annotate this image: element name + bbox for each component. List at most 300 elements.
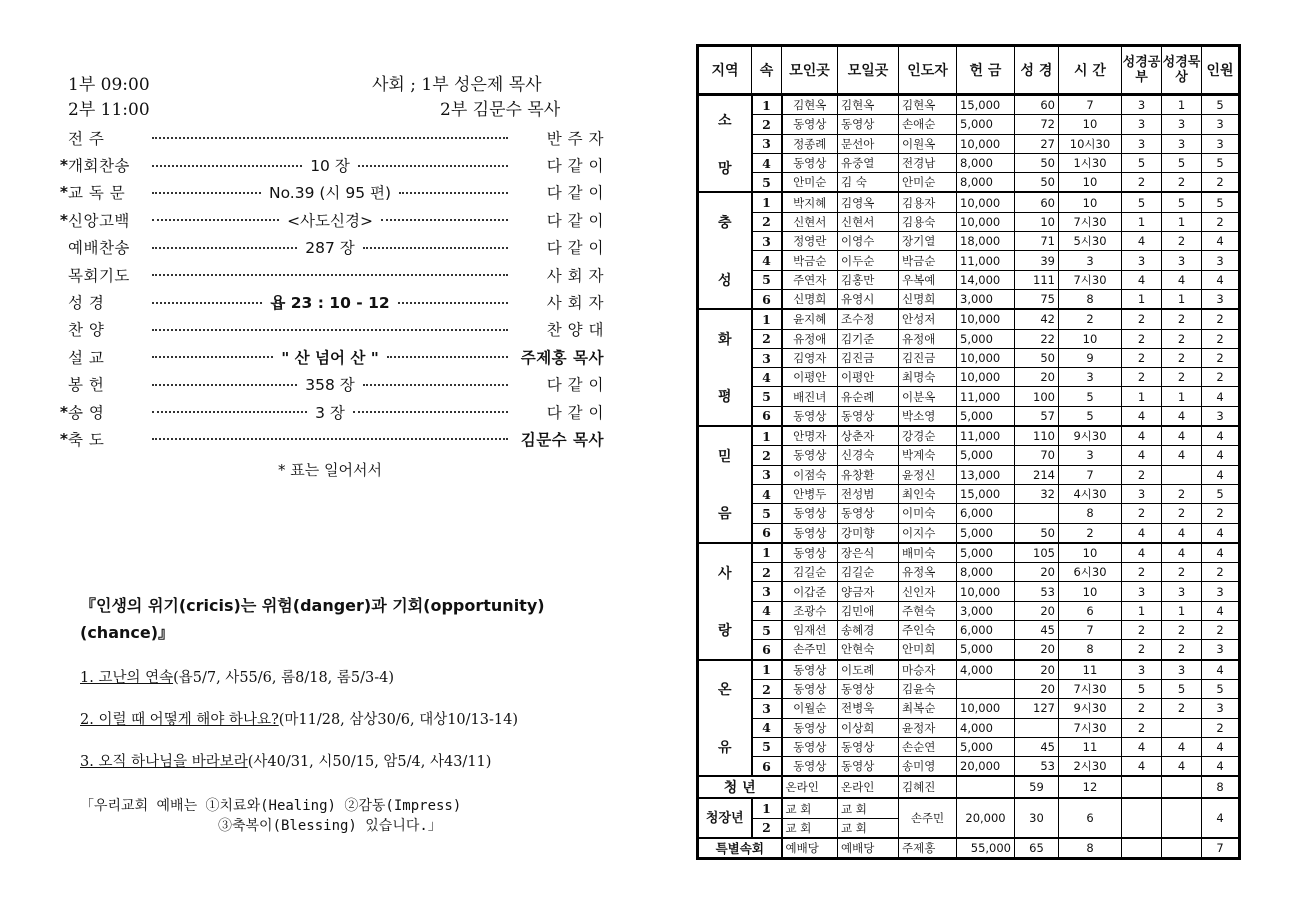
table-cell: 57 [1015, 406, 1059, 426]
table-cell: 10,000 [957, 368, 1015, 387]
order-title: 목회기도 [68, 266, 130, 285]
table-cell: 2 [1202, 563, 1240, 582]
table-row [698, 95, 1240, 115]
table-cell: 김길순 [838, 563, 899, 582]
table-cell: 8 [1202, 776, 1240, 798]
table-cell: 3 [1162, 134, 1202, 153]
table-cell: 5 [1122, 679, 1162, 698]
table-cell: 2 [1162, 504, 1202, 523]
table-cell: 김영자 [782, 348, 838, 367]
table-cell: 8,000 [957, 153, 1015, 172]
sok-number: 2 [752, 212, 782, 231]
table-cell: 동영상 [782, 543, 838, 563]
table-cell: 2 [1122, 348, 1162, 367]
region-char: 유 [717, 739, 732, 756]
table-cell: 3 [1122, 115, 1162, 134]
table-cell: 20 [1015, 563, 1059, 582]
dot-leader [363, 246, 508, 249]
column-header: 인원 [1202, 46, 1240, 95]
table-cell: 3 [1202, 582, 1240, 601]
table-cell: 6,000 [957, 621, 1015, 640]
table-cell: 동영상 [838, 115, 899, 134]
table-cell: 2 [1162, 484, 1202, 503]
order-leader-line [148, 291, 512, 313]
table-cell: 김용숙 [899, 212, 957, 231]
table-cell: 3 [1122, 251, 1162, 270]
table-cell: 1 [1162, 289, 1202, 309]
order-performer: 다 같 이 [546, 239, 604, 258]
table-cell: 동영상 [782, 523, 838, 543]
table-cell: 3 [1059, 446, 1122, 465]
table-cell: 송미영 [899, 757, 957, 777]
table-cell: 이갑준 [782, 582, 838, 601]
table-cell: 14,000 [957, 270, 1015, 289]
table-cell: 4 [1202, 757, 1240, 777]
sok-number: 3 [752, 699, 782, 718]
table-cell: 주인숙 [899, 621, 957, 640]
table-cell: 유중열 [838, 153, 899, 172]
order-content: 287 장 [305, 239, 355, 258]
dot-leader [152, 246, 297, 249]
table-cell: 교 회 [782, 798, 838, 818]
sok-number: 5 [752, 737, 782, 756]
table-cell: 6 [1059, 601, 1122, 620]
table-cell: 30 [1015, 798, 1059, 838]
table-row [698, 173, 1240, 193]
sok-number: 4 [752, 251, 782, 270]
table-cell: 안미희 [899, 640, 957, 660]
table-cell: 윤정신 [899, 465, 957, 484]
table-cell: 4 [1202, 270, 1240, 289]
sok-number: 1 [752, 309, 782, 329]
region-cell [698, 192, 752, 309]
point-refs: (욥5/7, 사55/6, 롬8/18, 롬5/3-4) [173, 670, 395, 686]
table-cell: 4 [1202, 446, 1240, 465]
table-cell: 신인자 [899, 582, 957, 601]
table-cell: 4 [1162, 446, 1202, 465]
sok-number: 5 [752, 504, 782, 523]
column-header: 모인곳 [782, 46, 838, 95]
table-row [698, 406, 1240, 426]
table-cell: 27 [1015, 134, 1059, 153]
table-cell: 2 [1122, 504, 1162, 523]
table-cell: 4 [1202, 465, 1240, 484]
table-cell: 110 [1015, 426, 1059, 446]
table-cell: 2 [1202, 309, 1240, 329]
order-performer: 사 회 자 [546, 266, 604, 285]
table-cell: 4 [1202, 232, 1240, 251]
region-label [699, 96, 751, 191]
sok-number: 1 [752, 798, 782, 818]
order-title: 전 주 [68, 129, 105, 148]
table-row [698, 757, 1240, 777]
closing-statement [80, 796, 461, 836]
table-cell: 32 [1015, 484, 1059, 503]
table-row [698, 621, 1240, 640]
order-item [56, 151, 604, 178]
table-cell: 2 [1122, 309, 1162, 329]
table-cell: 1 [1162, 95, 1202, 115]
table-cell: 신명희 [899, 289, 957, 309]
order-item [56, 234, 604, 261]
table-cell: 정영란 [782, 232, 838, 251]
region-label [699, 661, 751, 776]
sok-number: 5 [752, 621, 782, 640]
table-cell: 2 [1162, 329, 1202, 348]
table-cell: 2 [1122, 368, 1162, 387]
order-performer: 사 회 자 [546, 294, 604, 313]
table-cell: 4 [1122, 232, 1162, 251]
table-cell: 3 [1202, 134, 1240, 153]
region-cell [698, 543, 752, 660]
order-content: 욥 23 : 10 - 12 [270, 294, 390, 313]
table-row [698, 679, 1240, 698]
table-cell: 신경숙 [838, 446, 899, 465]
table-cell: 전병욱 [838, 699, 899, 718]
table-cell: 3 [1202, 251, 1240, 270]
table-cell: 온라인 [782, 776, 838, 798]
table-cell: 20 [1015, 368, 1059, 387]
table-cell: 이상희 [838, 718, 899, 737]
order-title: 송 영 [68, 403, 105, 422]
dot-leader [363, 383, 508, 386]
table-cell: 18,000 [957, 232, 1015, 251]
sok-number: 3 [752, 134, 782, 153]
order-content: 358 장 [305, 376, 355, 395]
table-cell: 마승자 [899, 660, 957, 680]
table-cell: 신명희 [782, 289, 838, 309]
table-cell: 유정애 [899, 329, 957, 348]
table-cell: 2 [1162, 621, 1202, 640]
order-item [56, 179, 604, 206]
table-cell: 김윤숙 [899, 679, 957, 698]
table-cell: 이평안 [782, 368, 838, 387]
order-leader-line [148, 401, 512, 423]
table-cell: 2시30 [1059, 757, 1122, 777]
column-header: 헌 금 [957, 46, 1015, 95]
sok-number: 1 [752, 426, 782, 446]
table-body [698, 95, 1240, 859]
table-cell: 3 [1202, 289, 1240, 309]
table-cell: 5,000 [957, 406, 1015, 426]
table-row [698, 251, 1240, 270]
column-header: 성경묵상 [1162, 46, 1202, 95]
order-title: 찬 양 [68, 321, 105, 340]
table-cell: 최인숙 [899, 484, 957, 503]
table-cell: 박소영 [899, 406, 957, 426]
special-row [698, 838, 1240, 859]
table-cell: 12 [1059, 776, 1122, 798]
table-cell: 2 [1122, 699, 1162, 718]
table-cell: 박금순 [782, 251, 838, 270]
table-cell: 8 [1059, 838, 1122, 859]
table-cell: 상춘자 [838, 426, 899, 446]
table-cell: 70 [1015, 446, 1059, 465]
region-char: 성 [717, 272, 732, 289]
order-item [56, 288, 604, 315]
sok-number: 2 [752, 679, 782, 698]
table-cell: 2 [1162, 173, 1202, 193]
table-cell: 10 [1059, 543, 1122, 563]
table-cell: 4 [1122, 523, 1162, 543]
table-cell: 3 [1202, 699, 1240, 718]
table-row [698, 563, 1240, 582]
dot-leader [387, 355, 508, 358]
table-header-row [698, 46, 1240, 95]
sok-number: 3 [752, 232, 782, 251]
table-cell: 1 [1162, 387, 1202, 406]
table-cell: 김기준 [838, 329, 899, 348]
host-first: 사회 ; 1부 성은제 목사 [372, 75, 542, 95]
table-cell: 3 [1162, 582, 1202, 601]
table-cell: 20 [1015, 679, 1059, 698]
table-row [698, 309, 1240, 329]
table-cell [1015, 718, 1059, 737]
table-cell: 5,000 [957, 523, 1015, 543]
table-cell: 2 [1059, 309, 1122, 329]
table-cell: 20 [1015, 640, 1059, 660]
table-cell: 10,000 [957, 212, 1015, 231]
table-cell: 10 [1059, 582, 1122, 601]
table-row [698, 387, 1240, 406]
order-performer: 다 같 이 [546, 184, 604, 203]
table-cell: 71 [1015, 232, 1059, 251]
table-row [698, 465, 1240, 484]
table-cell: 65 [1015, 838, 1059, 859]
table-cell: 3 [1202, 640, 1240, 660]
table-cell: 주제홍 [899, 838, 957, 859]
table-cell: 1 [1122, 212, 1162, 231]
table-cell: 예배당 [782, 838, 838, 859]
order-content: <사도신경> [287, 211, 373, 230]
table-cell: 39 [1015, 251, 1059, 270]
table-cell: 1시30 [1059, 153, 1122, 172]
region-char: 화 [717, 331, 732, 348]
table-row [698, 270, 1240, 289]
order-leader-line [148, 136, 512, 139]
table-cell: 10,000 [957, 192, 1015, 212]
order-performer: 주제홍 목사 [520, 348, 604, 367]
order-title: 봉 헌 [68, 376, 105, 395]
table-cell: 강경순 [899, 426, 957, 446]
table-cell: 3 [1202, 406, 1240, 426]
table-cell [1162, 838, 1202, 859]
order-item [56, 124, 604, 151]
order-item [56, 206, 604, 233]
table-cell: 7 [1059, 95, 1122, 115]
table-cell: 3 [1162, 115, 1202, 134]
region-label [699, 193, 751, 308]
table-cell: 윤정자 [899, 718, 957, 737]
table-cell: 유창환 [838, 465, 899, 484]
table-cell: 7시30 [1059, 679, 1122, 698]
table-cell: 4 [1202, 426, 1240, 446]
point-heading: 2. 이럴 때 어떻게 해야 하나요? [80, 712, 279, 728]
sok-number: 1 [752, 543, 782, 563]
sok-number: 2 [752, 329, 782, 348]
region-label [699, 427, 751, 542]
table-cell: 127 [1015, 699, 1059, 718]
sok-number: 6 [752, 406, 782, 426]
table-cell: 2 [1202, 718, 1240, 737]
region-char: 망 [717, 160, 732, 177]
order-content: 3 장 [315, 403, 345, 422]
region-char: 믿 [717, 448, 732, 465]
order-item [56, 398, 604, 425]
table-cell: 온라인 [838, 776, 899, 798]
table-cell: 3 [1122, 134, 1162, 153]
table-cell: 양금자 [838, 582, 899, 601]
table-cell: 4 [1202, 601, 1240, 620]
table-cell: 10 [1059, 173, 1122, 193]
sermon-point-1 [80, 666, 394, 687]
table-cell: 3,000 [957, 601, 1015, 620]
column-header: 성경공부 [1122, 46, 1162, 95]
table-row [698, 699, 1240, 718]
order-leader-line [148, 346, 512, 368]
order-leader-line [148, 181, 512, 203]
point-heading: 1. 고난의 연속 [80, 670, 174, 686]
table-cell: 김홍만 [838, 270, 899, 289]
dot-leader [152, 164, 302, 167]
table-cell: 4 [1122, 543, 1162, 563]
table-cell: 2 [1202, 173, 1240, 193]
region-char: 랑 [717, 622, 732, 639]
sok-number: 6 [752, 523, 782, 543]
table-cell: 15,000 [957, 484, 1015, 503]
table-cell: 김현옥 [782, 95, 838, 115]
table-row [698, 153, 1240, 172]
table-cell: 50 [1015, 348, 1059, 367]
table-cell: 4 [1202, 387, 1240, 406]
table-cell: 5,000 [957, 115, 1015, 134]
standing-mark: * [59, 402, 68, 421]
table-cell: 10,000 [957, 134, 1015, 153]
table-cell: 4 [1162, 757, 1202, 777]
table-cell: 5,000 [957, 543, 1015, 563]
table-cell: 42 [1015, 309, 1059, 329]
table-cell: 4 [1162, 543, 1202, 563]
dot-leader [152, 218, 279, 221]
table-cell: 2 [1162, 309, 1202, 329]
table-cell: 주연자 [782, 270, 838, 289]
closing-line-1: 「우리교회 예배는 ①치료와(Healing) ②감동(Impress) [80, 798, 462, 814]
sok-number: 2 [752, 818, 782, 838]
table-cell: 전경남 [899, 153, 957, 172]
sok-number: 1 [752, 192, 782, 212]
table-cell: 이지수 [899, 523, 957, 543]
table-cell: 11 [1059, 660, 1122, 680]
table-cell: 5 [1202, 192, 1240, 212]
table-cell: 5 [1202, 484, 1240, 503]
table-cell: 4 [1162, 426, 1202, 446]
table-cell: 5 [1202, 679, 1240, 698]
region-cell [698, 309, 752, 426]
sok-number: 4 [752, 718, 782, 737]
table-cell: 2 [1202, 504, 1240, 523]
table-cell: 동영상 [838, 757, 899, 777]
sermon-point-3 [80, 750, 491, 771]
table-cell: 유정애 [782, 329, 838, 348]
table-cell: 안병두 [782, 484, 838, 503]
table-cell: 13,000 [957, 465, 1015, 484]
table-cell: 4 [1122, 446, 1162, 465]
sermon-point-2 [80, 708, 518, 729]
table-cell: 3 [1162, 251, 1202, 270]
table-row [698, 115, 1240, 134]
table-cell: 우복예 [899, 270, 957, 289]
table-cell: 6시30 [1059, 563, 1122, 582]
table-cell: 박지혜 [782, 192, 838, 212]
table-cell: 4 [1162, 523, 1202, 543]
table-cell: 10시30 [1059, 134, 1122, 153]
table-cell: 조광수 [782, 601, 838, 620]
table-cell: 동영상 [838, 737, 899, 756]
table-cell: 김혜진 [899, 776, 957, 798]
table-cell: 손순연 [899, 737, 957, 756]
table-cell [1162, 465, 1202, 484]
table-cell: 3 [1059, 251, 1122, 270]
order-item [56, 371, 604, 398]
table-row [698, 601, 1240, 620]
table-cell: 2 [1122, 640, 1162, 660]
table-cell: 6,000 [957, 504, 1015, 523]
table-cell: 안명자 [782, 426, 838, 446]
sok-number: 3 [752, 582, 782, 601]
table-cell: 5시30 [1059, 232, 1122, 251]
table-cell: 9시30 [1059, 426, 1122, 446]
dot-leader [381, 218, 508, 221]
table-cell [1122, 798, 1162, 838]
table-cell: 2 [1162, 368, 1202, 387]
table-row [698, 134, 1240, 153]
table-cell: 1 [1162, 601, 1202, 620]
table-row [698, 582, 1240, 601]
table-cell: 이미숙 [899, 504, 957, 523]
service-second-time: 2부 11:00 [68, 100, 150, 120]
table-cell: 53 [1015, 757, 1059, 777]
table-cell: 8 [1059, 640, 1122, 660]
dot-leader [152, 355, 273, 358]
table-cell: 4 [1202, 523, 1240, 543]
table-cell: 배진녀 [782, 387, 838, 406]
standing-mark: * [59, 156, 68, 175]
table-cell: 22 [1015, 329, 1059, 348]
table-row [698, 484, 1240, 503]
table-cell: 2 [1122, 329, 1162, 348]
table-cell: 10,000 [957, 309, 1015, 329]
table-cell: 20,000 [957, 757, 1015, 777]
table-cell: 박계숙 [899, 446, 957, 465]
table-cell: 10 [1059, 115, 1122, 134]
table-cell: 박금순 [899, 251, 957, 270]
table-cell: 105 [1015, 543, 1059, 563]
table-cell [1122, 838, 1162, 859]
table-cell: 배미숙 [899, 543, 957, 563]
table-cell: 안현숙 [838, 640, 899, 660]
sok-number: 2 [752, 115, 782, 134]
order-performer: 반 주 자 [546, 129, 604, 148]
table-cell: 4 [1162, 406, 1202, 426]
table-cell: 김 숙 [838, 173, 899, 193]
table-cell: 10 [1059, 329, 1122, 348]
region-char: 소 [717, 112, 732, 129]
cell-group-report-table [696, 44, 1241, 860]
table-cell: 2 [1162, 232, 1202, 251]
table-row [698, 368, 1240, 387]
order-performer: 김문수 목사 [520, 430, 604, 449]
sermon-title: 『인생의 위기(cricis)는 위험(danger)과 기회(opportunity)(chance)』 [80, 596, 545, 642]
